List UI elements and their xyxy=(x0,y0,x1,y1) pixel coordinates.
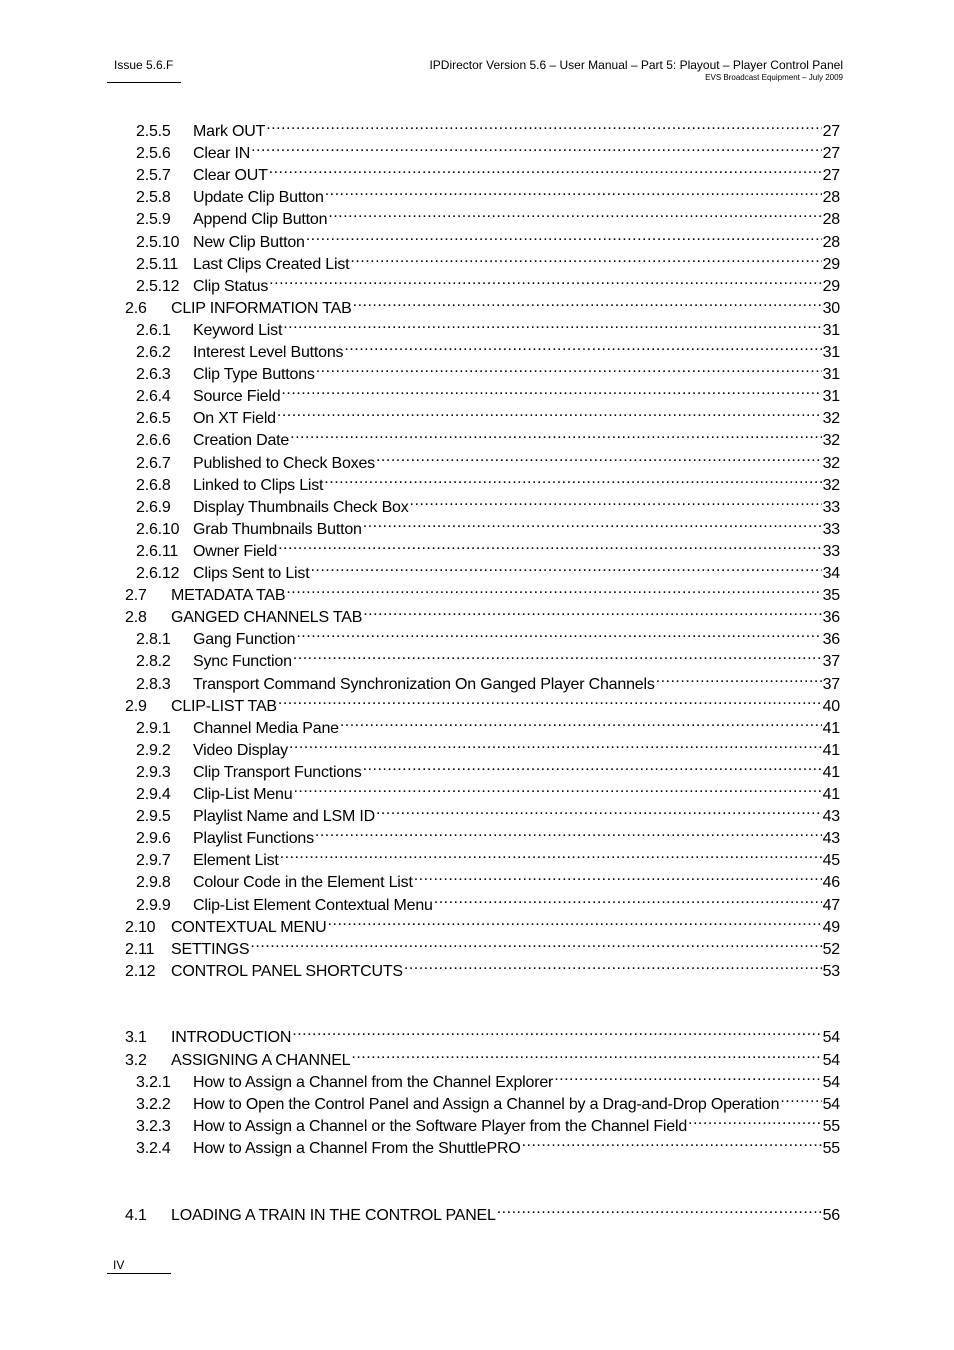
toc-entry-number: 2.11 xyxy=(125,940,155,958)
toc-entry-number: 3.2.3 xyxy=(136,1117,171,1135)
footer-rule xyxy=(107,1273,171,1274)
toc-entry[interactable] xyxy=(136,158,840,185)
toc-entry[interactable] xyxy=(136,556,840,582)
toc-entry-title: New Clip Button xyxy=(193,233,305,251)
toc-entry-page: 33 xyxy=(822,542,840,560)
toc-entry[interactable] xyxy=(136,313,840,339)
toc-entry[interactable] xyxy=(136,534,840,560)
toc-entry-page: 32 xyxy=(822,410,840,428)
toc-entry-title: Owner Field xyxy=(193,542,278,560)
toc-entry-page: 32 xyxy=(822,454,840,472)
toc-entry-title: Video Display xyxy=(193,741,288,759)
toc-entry-title: How to Open the Control Panel and Assign a Channel by a Drag-and-Drop Operation xyxy=(193,1095,780,1113)
toc-dot-leader xyxy=(251,136,822,158)
toc-entry-title: METADATA TAB xyxy=(171,587,286,605)
toc-entry[interactable] xyxy=(136,180,840,207)
toc-entry-page: 55 xyxy=(822,1139,840,1157)
toc-entry-number: 2.6.4 xyxy=(136,388,171,406)
toc-entry-page: 52 xyxy=(822,940,840,958)
toc-entry-page: 37 xyxy=(822,675,840,693)
toc-dot-leader xyxy=(344,335,821,357)
toc-entry-number: 3.2.1 xyxy=(136,1073,171,1091)
toc-entry[interactable] xyxy=(136,711,840,737)
toc-entry-page: 41 xyxy=(822,763,840,781)
toc-entry-title: Playlist Name and LSM ID xyxy=(193,808,375,826)
toc-entry[interactable] xyxy=(136,1109,840,1135)
toc-entry[interactable] xyxy=(125,932,840,958)
toc-dot-leader xyxy=(376,799,822,821)
toc-entry-page: 29 xyxy=(822,255,840,273)
toc-entry[interactable] xyxy=(125,1198,840,1224)
toc-entry-title: How to Assign a Channel or the Software Player from the Channel Field xyxy=(193,1117,688,1135)
toc-entry-title: LOADING A TRAIN IN THE CONTROL PANEL xyxy=(171,1206,496,1224)
toc-entry[interactable] xyxy=(136,335,840,361)
toc-entry-page: 28 xyxy=(822,189,840,207)
toc-entry[interactable] xyxy=(125,1043,840,1069)
toc-entry-title: GANGED CHANNELS TAB xyxy=(171,609,363,627)
toc-entry-title: Sync Function xyxy=(193,653,292,671)
toc-entry-page: 27 xyxy=(822,145,840,163)
toc-entry-title: Clip-List Menu xyxy=(193,786,293,803)
toc-entry-number: 2.6.8 xyxy=(136,476,171,494)
toc-dot-leader xyxy=(283,313,821,335)
toc-entry[interactable] xyxy=(136,865,840,892)
toc-entry[interactable] xyxy=(136,136,840,163)
toc-dot-leader xyxy=(292,1020,821,1042)
toc-entry-number: 3.2.2 xyxy=(136,1095,171,1113)
toc-entry-page: 55 xyxy=(822,1117,840,1135)
toc-entry-number: 2.9.4 xyxy=(136,786,171,803)
toc-dot-leader xyxy=(293,777,821,799)
toc-dot-leader xyxy=(315,821,822,843)
toc-entry-title: Mark OUT xyxy=(193,123,266,140)
toc-entry-title: Clip-List Element Contextual Menu xyxy=(193,896,433,914)
toc-entry-title: Append Clip Button xyxy=(193,211,328,229)
toc-entry-title: Clip Type Buttons xyxy=(193,366,315,384)
toc-entry-page: 36 xyxy=(822,631,840,649)
toc-entry-page: 53 xyxy=(822,962,840,980)
toc-entry[interactable] xyxy=(136,202,840,229)
toc-entry-number: 3.1 xyxy=(125,1029,147,1047)
toc-entry-page: 36 xyxy=(822,609,840,627)
toc-entry[interactable] xyxy=(125,600,840,627)
toc-entry-title: Keyword List xyxy=(193,321,283,339)
toc-entry-title: Display Thumbnails Check Box xyxy=(193,498,409,516)
toc-entry-title: Last Clips Created List xyxy=(193,255,350,273)
toc-dot-leader xyxy=(434,888,822,910)
toc-dot-leader xyxy=(351,1043,821,1065)
toc-entry[interactable] xyxy=(136,401,840,428)
toc-entry[interactable] xyxy=(136,644,840,671)
toc-dot-leader xyxy=(353,291,822,313)
toc-dot-leader xyxy=(281,379,821,401)
toc-entry[interactable] xyxy=(136,777,840,803)
toc-entry-title: Clip Status xyxy=(193,277,269,295)
toc-entry-page: 32 xyxy=(822,476,840,494)
toc-entry-page: 46 xyxy=(822,874,840,892)
toc-entry-page: 54 xyxy=(822,1073,840,1091)
toc-entry[interactable] xyxy=(136,1065,840,1091)
toc-dot-leader xyxy=(363,600,821,622)
toc-entry-title: ASSIGNING A CHANNEL xyxy=(171,1051,351,1069)
toc-dot-leader xyxy=(328,910,822,932)
toc-entry-number: 2.8.2 xyxy=(136,653,171,671)
toc-dot-leader xyxy=(414,865,822,887)
toc-entry-page: 28 xyxy=(822,233,840,251)
toc-entry-number: 2.6.11 xyxy=(136,542,179,560)
toc-entry-title: Element List xyxy=(193,852,279,870)
issue-label: Issue 5.6.F xyxy=(114,58,174,72)
toc-entry[interactable] xyxy=(125,910,840,936)
toc-dot-leader xyxy=(340,711,822,733)
toc-entry-title: Channel Media Pane xyxy=(193,719,339,737)
toc-entry-number: 2.8.1 xyxy=(136,631,171,649)
toc-entry-number: 2.6.12 xyxy=(136,565,180,582)
toc-entry-title: Grab Thumbnails Button xyxy=(193,520,362,538)
toc-entry[interactable] xyxy=(136,755,840,781)
toc-entry-page: 30 xyxy=(822,299,840,317)
toc-dot-leader xyxy=(293,644,822,666)
toc-entry-number: 2.5.5 xyxy=(136,123,171,140)
toc-dot-leader xyxy=(269,158,822,180)
toc-entry-title: CONTEXTUAL MENU xyxy=(171,918,327,936)
toc-dot-leader xyxy=(289,733,822,755)
header-rule xyxy=(107,82,181,83)
toc-entry-title: How to Assign a Channel from the Channel Explorer xyxy=(193,1073,554,1091)
toc-entry-number: 2.8.3 xyxy=(136,675,171,693)
toc-entry-page: 54 xyxy=(822,1051,840,1069)
toc-dot-leader xyxy=(325,180,822,202)
toc-entry-number: 2.6.7 xyxy=(136,454,171,472)
toc-entry-number: 2.9.8 xyxy=(136,874,171,892)
toc-dot-leader xyxy=(278,689,822,711)
toc-dot-leader xyxy=(306,225,822,247)
toc-entry-page: 47 xyxy=(822,896,840,914)
toc-entry[interactable] xyxy=(136,225,840,251)
document-subtitle: EVS Broadcast Equipment – July 2009 xyxy=(705,73,843,82)
toc-dot-leader xyxy=(376,446,822,468)
toc-entry[interactable] xyxy=(136,733,840,759)
toc-entry-number: 2.5.12 xyxy=(136,277,180,295)
toc-entry-number: 2.8 xyxy=(125,609,147,627)
toc-entry-page: 43 xyxy=(822,830,840,848)
toc-entry-page: 37 xyxy=(822,653,840,671)
toc-entry-page: 43 xyxy=(822,808,840,826)
toc-entry[interactable] xyxy=(136,357,840,384)
toc-entry-number: 2.6.1 xyxy=(136,321,171,339)
toc-entry-page: 41 xyxy=(822,719,840,737)
toc-entry-page: 41 xyxy=(822,786,840,803)
document-title: IPDirector Version 5.6 – User Manual – Part 5: Playout – Player Control Panel xyxy=(429,58,843,72)
toc-entry-number: 3.2 xyxy=(125,1051,147,1069)
toc-entry-page: 31 xyxy=(822,388,840,406)
toc-entry[interactable] xyxy=(136,888,840,914)
toc-entry-page: 27 xyxy=(822,123,840,140)
toc-dot-leader xyxy=(277,401,822,423)
toc-dot-leader xyxy=(656,667,822,689)
toc-entry[interactable] xyxy=(136,490,840,516)
toc-entry-title: Clip Transport Functions xyxy=(193,763,362,781)
toc-entry-title: Creation Date xyxy=(193,432,290,450)
toc-entry-title: Published to Check Boxes xyxy=(193,454,375,472)
toc-dot-leader xyxy=(410,490,822,512)
toc-entry-title: Playlist Functions xyxy=(193,830,314,848)
toc-entry-number: 2.6.5 xyxy=(136,410,171,428)
toc-dot-leader xyxy=(780,1087,821,1109)
toc-entry-title: Interest Level Buttons xyxy=(193,344,344,361)
toc-entry[interactable] xyxy=(125,689,840,715)
toc-entry-number: 2.5.7 xyxy=(136,167,171,185)
toc-entry-title: Linked to Clips List xyxy=(193,476,324,494)
toc-entry-number: 2.5.11 xyxy=(136,255,179,273)
toc-entry-page: 54 xyxy=(822,1095,840,1113)
toc-dot-leader xyxy=(363,512,822,534)
toc-entry-page: 31 xyxy=(822,321,840,339)
toc-dot-leader xyxy=(316,357,822,379)
toc-entry[interactable] xyxy=(136,799,840,826)
document-title-block xyxy=(429,58,843,83)
toc-dot-leader xyxy=(286,578,821,600)
toc-dot-leader xyxy=(310,556,821,578)
toc-entry-title: Clear IN xyxy=(193,145,251,163)
toc-entry[interactable] xyxy=(136,667,840,693)
toc-entry[interactable] xyxy=(125,954,840,980)
toc-entry-title: SETTINGS xyxy=(171,940,250,958)
toc-dot-leader xyxy=(688,1109,822,1131)
toc-entry[interactable] xyxy=(125,578,840,605)
toc-entry-number: 2.6.3 xyxy=(136,366,171,384)
toc-entry-number: 2.10 xyxy=(125,918,156,936)
toc-entry[interactable] xyxy=(136,446,840,472)
toc-dot-leader xyxy=(296,622,821,644)
toc-entry-page: 49 xyxy=(822,918,840,936)
toc-entry[interactable] xyxy=(136,379,840,406)
toc-entry-page: 33 xyxy=(822,520,840,538)
toc-dot-leader xyxy=(404,954,822,976)
toc-entry-number: 2.5.6 xyxy=(136,145,171,163)
toc-entry-number: 2.6.10 xyxy=(136,520,180,538)
toc-entry-number: 2.6.9 xyxy=(136,498,171,516)
toc-entry-number: 2.9.6 xyxy=(136,830,171,848)
toc-entry-number: 2.9.7 xyxy=(136,852,171,870)
toc-dot-leader xyxy=(363,755,822,777)
toc-entry-number: 2.7 xyxy=(125,587,147,605)
toc-entry-title: INTRODUCTION xyxy=(171,1029,292,1047)
toc-entry[interactable] xyxy=(136,247,840,273)
toc-entry-title: Source Field xyxy=(193,388,281,406)
toc-entry-title: CONTROL PANEL SHORTCUTS xyxy=(171,962,403,980)
toc-dot-leader xyxy=(290,423,821,445)
toc-dot-leader xyxy=(324,468,821,490)
toc-entry-page: 54 xyxy=(822,1029,840,1047)
toc-entry-number: 2.9 xyxy=(125,697,147,715)
toc-entry[interactable] xyxy=(125,291,840,317)
toc-dot-leader xyxy=(522,1131,822,1153)
toc-entry[interactable] xyxy=(136,622,840,649)
toc-entry-number: 2.9.3 xyxy=(136,763,171,781)
toc-entry[interactable] xyxy=(136,468,840,494)
toc-entry-title: Clips Sent to List xyxy=(193,565,310,582)
toc-dot-leader xyxy=(266,114,821,136)
toc-entry-number: 2.9.9 xyxy=(136,896,171,914)
toc-entry-title: On XT Field xyxy=(193,410,276,428)
toc-entry-number: 2.5.10 xyxy=(136,233,180,251)
toc-entry-page: 34 xyxy=(822,565,840,582)
toc-dot-leader xyxy=(250,932,821,954)
toc-entry-number: 2.6 xyxy=(125,299,147,317)
toc-dot-leader xyxy=(554,1065,821,1087)
toc-entry-page: 35 xyxy=(822,587,840,605)
toc-dot-leader xyxy=(280,843,822,865)
toc-entry-page: 45 xyxy=(822,852,840,870)
page-number: IV xyxy=(113,1258,125,1272)
toc-dot-leader xyxy=(497,1198,822,1220)
toc-entry-number: 3.2.4 xyxy=(136,1139,171,1157)
toc-entry-number: 2.12 xyxy=(125,962,156,980)
toc-entry-number: 2.9.1 xyxy=(136,719,171,737)
toc-entry-page: 31 xyxy=(822,366,840,384)
toc-entry-number: 2.9.5 xyxy=(136,808,171,826)
toc-entry-page: 31 xyxy=(822,344,840,361)
toc-dot-leader xyxy=(278,534,822,556)
toc-entry[interactable] xyxy=(125,1020,840,1047)
toc-dot-leader xyxy=(269,269,821,291)
toc-entry-title: Update Clip Button xyxy=(193,189,324,207)
toc-entry-page: 41 xyxy=(822,741,840,759)
toc-dot-leader xyxy=(328,202,821,224)
toc-entry-title: Transport Command Synchronization On Ganged Player Channels xyxy=(193,675,655,693)
toc-entry-page: 29 xyxy=(822,277,840,295)
toc-entry-page: 56 xyxy=(822,1206,840,1224)
toc-entry[interactable] xyxy=(136,1087,840,1113)
toc-entry-title: CLIP-LIST TAB xyxy=(171,697,277,715)
toc-entry-number: 2.5.8 xyxy=(136,189,171,207)
toc-entry[interactable] xyxy=(136,1131,840,1157)
toc-entry[interactable] xyxy=(136,423,840,450)
toc-entry-page: 33 xyxy=(822,498,840,516)
toc-entry-number: 2.5.9 xyxy=(136,211,171,229)
toc-entry-page: 28 xyxy=(822,211,840,229)
toc-entry-page: 27 xyxy=(822,167,840,185)
toc-entry-title: Clear OUT xyxy=(193,167,268,185)
toc-entry-number: 2.6.2 xyxy=(136,344,171,361)
toc-entry-number: 4.1 xyxy=(125,1206,147,1224)
toc-entry[interactable] xyxy=(136,821,840,848)
toc-entry-title: How to Assign a Channel From the ShuttlePRO xyxy=(193,1139,521,1157)
toc-entry[interactable] xyxy=(136,843,840,870)
toc-entry-title: CLIP INFORMATION TAB xyxy=(171,299,352,317)
toc-entry[interactable] xyxy=(136,269,840,295)
toc-entry-page: 40 xyxy=(822,697,840,715)
toc-entry-number: 2.9.2 xyxy=(136,741,171,759)
toc-entry-title: Colour Code in the Element List xyxy=(193,874,413,892)
toc-entry-number: 2.6.6 xyxy=(136,432,171,450)
toc-entry-page: 32 xyxy=(822,432,840,450)
toc-entry[interactable] xyxy=(136,512,840,538)
toc-dot-leader xyxy=(350,247,821,269)
toc-entry-title: Gang Function xyxy=(193,631,296,649)
toc-entry[interactable] xyxy=(136,114,840,140)
